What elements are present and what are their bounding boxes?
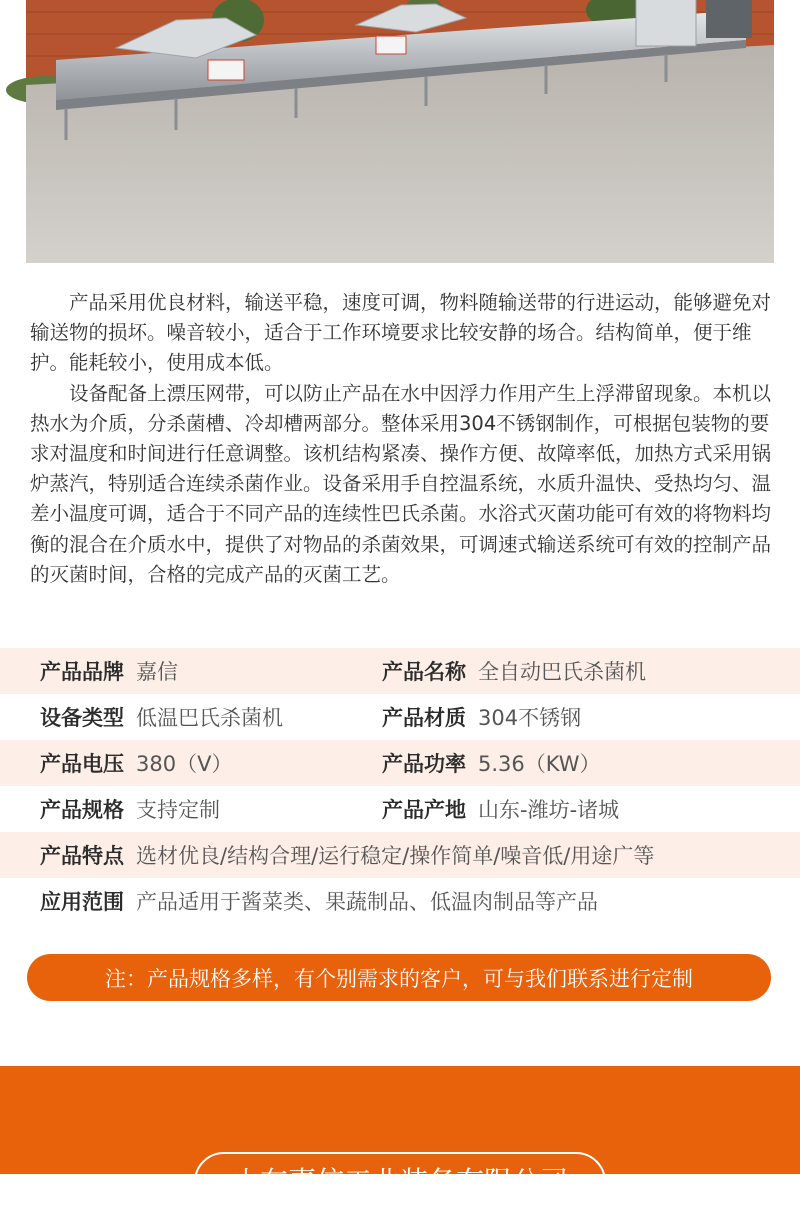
spec-label: 产品特点	[40, 844, 124, 868]
spec-cell	[382, 656, 800, 686]
spec-value: 产品适用于酱菜类、果蔬制品、低温肉制品等产品	[136, 890, 598, 914]
spec-cell	[382, 794, 800, 824]
spec-label: 产品产地	[382, 798, 466, 822]
spec-label: 产品品牌	[40, 660, 124, 684]
spec-value: 5.36（KW）	[478, 752, 601, 776]
spec-value: 山东-潍坊-诸城	[478, 798, 620, 822]
spec-label: 产品规格	[40, 798, 124, 822]
footer-band	[0, 1066, 800, 1198]
description-paragraph: 产品采用优良材料，输送平稳，速度可调，物料随输送带的行进运动，能够避免对输送物的损坏。噪音较小，适合于工作环境要求比较安静的场合。结构简单，便于维护。能耗较小，使用成本低。	[30, 291, 772, 375]
spec-cell	[0, 748, 382, 778]
spec-table	[0, 648, 800, 924]
spec-row	[0, 694, 800, 740]
spec-label: 产品名称	[382, 660, 466, 684]
spec-cell	[0, 840, 654, 870]
spec-cell	[382, 748, 800, 778]
product-description	[30, 288, 772, 590]
spec-value: 选材优良/结构合理/运行稳定/操作简单/噪音低/用途广等	[136, 844, 655, 868]
spec-label: 产品功率	[382, 752, 466, 776]
spec-row	[0, 786, 800, 832]
spec-cell	[0, 886, 598, 916]
product-photo	[26, 0, 774, 263]
spec-label: 应用范围	[40, 890, 124, 914]
description-paragraph: 设备配备上漂压网带，可以防止产品在水中因浮力作用产生上浮滞留现象。本机以热水为介质，分杀菌槽、冷却槽两部分。整体采用304不锈钢制作，可根据包装物的要求对温度和时间进行任意调整。该机结构紧凑、操作方便、故障率低，加热方式采用锅炉蒸汽，特别适合连续杀菌作业。设备采用手自控温系统，水质升温快、受热均匀、温差小温度可调，适合于不同产品的连续性巴氏杀菌。水浴式灭菌功能可有效的将物料均衡的混合在介质水中，提供了对物品的杀菌效果，可调速式输送系统可有效的控制产品的灭菌时间，合格的完成产品的灭菌工艺。	[30, 381, 772, 586]
spec-cell	[0, 794, 382, 824]
spec-value: 380（V）	[136, 752, 233, 776]
spec-row	[0, 832, 800, 878]
spec-row	[0, 740, 800, 786]
spec-value: 304不锈钢	[478, 706, 582, 730]
company-name: 山东嘉信工业装备有限公司	[194, 1152, 606, 1212]
spec-cell	[382, 702, 800, 732]
spec-value: 支持定制	[136, 798, 220, 822]
spec-value: 嘉信	[136, 660, 178, 684]
spec-label: 产品电压	[40, 752, 124, 776]
spec-value: 全自动巴氏杀菌机	[478, 660, 646, 684]
spec-row	[0, 648, 800, 694]
customization-note-banner: 注：产品规格多样，有个别需求的客户，可与我们联系进行定制	[27, 954, 771, 1001]
spec-label: 设备类型	[40, 706, 124, 730]
spec-cell	[0, 656, 382, 686]
spec-value: 低温巴氏杀菌机	[136, 706, 283, 730]
spec-label: 产品材质	[382, 706, 466, 730]
spec-row	[0, 878, 800, 924]
spec-cell	[0, 702, 382, 732]
